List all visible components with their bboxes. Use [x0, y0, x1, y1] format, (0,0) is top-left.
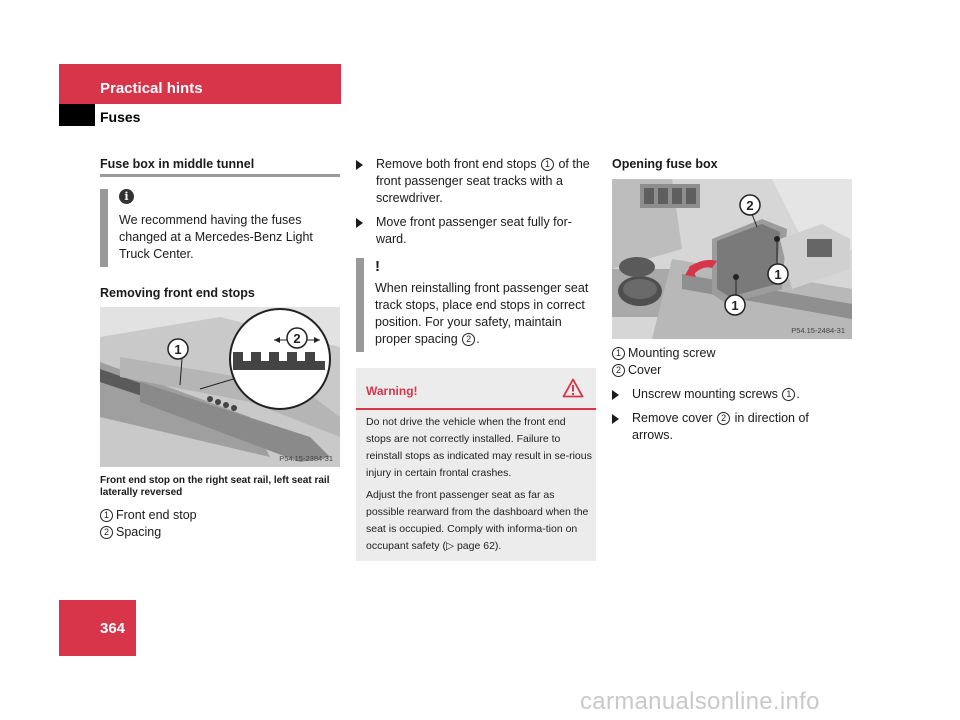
- step-unscrew: [612, 386, 852, 403]
- step-text: in direction of arrows.: [632, 411, 809, 442]
- caution-text: [375, 280, 596, 348]
- warning-title: Warning!: [366, 384, 418, 398]
- header-marker: [59, 104, 95, 126]
- caution-text-part: .: [476, 332, 480, 346]
- opening-fuse-box-heading: Opening fuse box: [612, 157, 718, 171]
- warning-triangle-icon: [562, 378, 584, 398]
- legend-list: [612, 345, 852, 379]
- svg-text:1: 1: [174, 342, 182, 357]
- warning-box: [356, 368, 596, 561]
- caution-number: 2: [462, 333, 475, 346]
- caution-text-part: When reinstalling front passenger seat track stops, place end stops in correct position. For your safety, maintain proper spacing: [375, 281, 589, 346]
- info-note: [100, 189, 340, 267]
- page-number: 364: [100, 620, 126, 637]
- warning-body: [366, 414, 592, 560]
- note-text: We recommend having the fuses changed at a Mercedes-Benz Light Truck Center.: [119, 213, 313, 261]
- legend-number: 2: [100, 526, 113, 539]
- legend-list: [100, 507, 340, 541]
- caution-bar: [356, 258, 364, 352]
- note-bar: [100, 189, 108, 267]
- fuse-box-drawing: [612, 179, 852, 339]
- legend-text: Cover: [628, 363, 662, 377]
- legend-number: 1: [612, 347, 625, 360]
- svg-text:2: 2: [293, 331, 301, 346]
- fuse-box-illustration: [612, 179, 852, 339]
- svg-text:1: 1: [774, 267, 782, 282]
- legend-number: 2: [612, 364, 625, 377]
- step-remove-stops: [356, 156, 596, 207]
- legend-text: Spacing: [116, 525, 162, 539]
- watermark: carmanualsonline.info: [580, 688, 820, 715]
- section-title: Practical hints: [100, 80, 203, 97]
- warning-paragraph: Do not drive the vehicle when the front end stops are not correctly installed. Failure to reinstall stops as indicated may result in se-rious injury in certain frontal crashes.: [366, 416, 592, 479]
- legend-text: Mounting screw: [628, 346, 716, 360]
- warning-header: [356, 368, 596, 410]
- step-text: Remove cover: [632, 411, 713, 425]
- caution-icon: !: [375, 258, 380, 275]
- step-text: Move front passenger seat fully for-ward.: [376, 215, 572, 246]
- bullet-arrow-icon: [612, 390, 619, 400]
- seat-rail-drawing: [100, 307, 340, 467]
- warning-rule: [356, 408, 596, 410]
- step-text: Unscrew mounting screws: [632, 387, 778, 401]
- legend-number: 1: [100, 509, 113, 522]
- step-move-seat: [356, 214, 596, 248]
- bullet-arrow-icon: [612, 414, 619, 424]
- info-icon: i: [119, 189, 134, 204]
- fuse-box-heading: Fuse box in middle tunnel: [100, 157, 255, 171]
- subsection-title: Fuses: [100, 109, 141, 125]
- removing-stops-heading: Removing front end stops: [100, 286, 255, 300]
- step-number: 1: [541, 158, 554, 171]
- legend-item: [612, 345, 852, 362]
- warning-paragraph: Adjust the front passenger seat as far as possible rearward from the dashboard when the seat is occupied. Comply with informa-tion on occupant safety (▷ page 62).: [366, 489, 589, 552]
- bullet-arrow-icon: [356, 218, 363, 228]
- step-remove-cover: [612, 410, 852, 444]
- bullet-arrow-icon: [356, 160, 363, 170]
- step-number: 2: [717, 412, 730, 425]
- image-code: P54.15-2384-31: [279, 454, 333, 463]
- caution-note: [356, 258, 596, 352]
- step-text: Remove both front end stops: [376, 157, 537, 171]
- image-code: P54.15-2484-31: [791, 326, 845, 335]
- svg-text:1: 1: [731, 298, 739, 313]
- figure-caption: Front end stop on the right seat rail, left seat rail laterally reversed: [100, 475, 330, 498]
- step-number: 1: [782, 388, 795, 401]
- svg-text:2: 2: [746, 198, 754, 213]
- legend-item: [612, 362, 852, 379]
- front-end-stop-illustration: [100, 307, 340, 467]
- step-text: .: [796, 387, 800, 401]
- legend-text: Front end stop: [116, 508, 197, 522]
- heading-rule: [100, 174, 340, 177]
- legend-item: [100, 507, 340, 524]
- step-text: of the front passenger seat tracks with a screwdriver.: [376, 157, 590, 205]
- legend-item: [100, 524, 340, 541]
